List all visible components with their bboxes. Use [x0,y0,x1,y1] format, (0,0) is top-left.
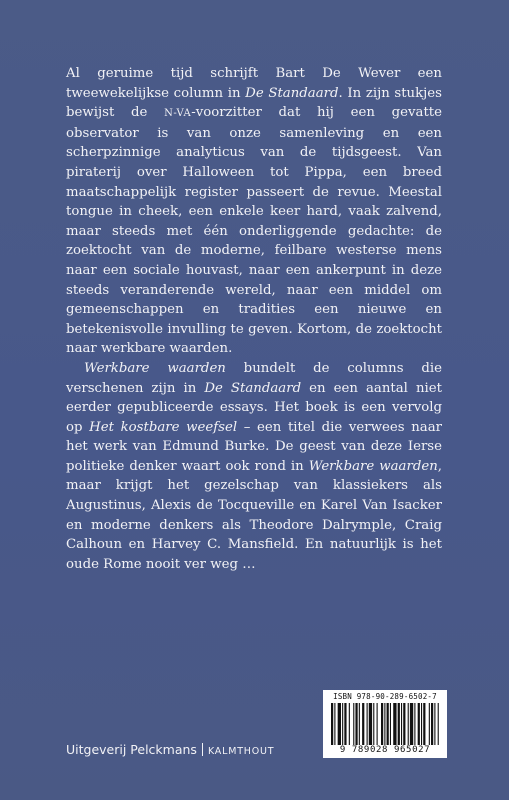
text-run-4: -voorzitter dat hij een gevatte observator is van onze samenleving en een scherpzinnige analyticus van de tijdsgeest. Van piraterij over Halloween tot Pippa, een breed maatschappelijk register passeert de revue. Meestal tongue in cheek, een enkele keer hard, vaak zalvend, maar steeds met één onderliggende gedachte: de zoektocht van de moderne, feilbare westerse mens naar een sociale houvast, naar een ankerpunt in deze steeds veranderende wereld, naar een middel om gemeenschappen en tradities een nieuwe en betekenisvolle invulling te geven. Kortom, de zoektocht naar werkbare waarden. [66,105,443,357]
barcode-bar [362,703,364,745]
barcode-bar [353,703,354,745]
barcode-bar [423,703,425,745]
blurb-paragraph-1 [66,64,442,359]
text-run-7: , maar krijgt het gezelschap van klassiekers als Augustinus, Alexis de Tocqueville en Karel Van Isacker en moderne denkers als Theodore Dalrymple, Craig Calhoun en Harvey C. Mansfield. En natuurlijk is het oude Rome nooit ver weg … [66,458,443,572]
barcode-bar [359,703,360,745]
barcode-bar [373,703,374,745]
barcode-bar [408,703,409,745]
italic-run-6: Werkbare waarden [308,458,438,474]
isbn-label: ISBN 978-90-289-6502-7 [333,692,437,701]
barcode-bar [434,703,435,745]
barcode-bar [438,703,439,745]
italic-run-4: Het kostbare weefsel [89,419,238,435]
barcode-bar [381,703,383,745]
text-run-5: – een titel die verwees naar het werk van Edmund Burke. De geest van deze Ierse politieke denker waart ook rond in [66,419,442,474]
text-run-3: en een aantal niet eerder gepubliceerde essays. Het boek is een vervolg op [66,380,442,435]
barcode-bar [401,703,402,745]
publisher-name: Uitgeverij Pelckmans [66,742,197,757]
barcode-bar [334,703,335,745]
barcode-bar [377,703,378,745]
text-run-3: N-VA [164,108,192,120]
barcode-bar [338,703,341,745]
text-run-0: Al geruime tijd schrijft Bart De Wever een tweewekelijkse column in [66,66,442,101]
text-run-2: . In zijn stukjes bewijst de [66,85,442,121]
barcode-bar [344,703,346,745]
text-run-1: bundelt de columns die verschenen zijn in [66,360,442,396]
publisher-divider [202,743,203,756]
barcode-bar [398,703,400,745]
barcode-bar [403,703,405,745]
barcode-bar [349,703,350,745]
barcode-bar [421,703,422,745]
barcode-bar [384,703,385,745]
barcode-bar [367,703,368,745]
publisher-place: KALMTHOUT [207,746,275,757]
barcode-bars [331,703,441,745]
isbn-barcode [323,690,447,758]
barcode-bar [418,703,420,745]
italic-run-2: De Standaard [204,380,302,396]
barcode-bar [429,703,430,745]
blurb-text [66,64,442,574]
barcode-bar [369,703,372,745]
barcode-bar [431,703,433,745]
barcode-bar [355,703,357,745]
publisher-imprint [66,742,274,757]
barcode-bar [393,703,396,745]
italic-run-1: De Standaard [245,85,339,101]
ean-digits: 9 789028 965027 [339,745,431,755]
blurb-paragraph-2 [66,359,442,575]
barcode-bar [390,703,391,745]
barcode-bar [387,703,389,745]
barcode-bar [410,703,413,745]
barcode-bar [331,703,333,745]
italic-run-0: Werkbare waarden [84,360,226,376]
barcode-bar [414,703,415,745]
barcode-bar [342,703,343,745]
